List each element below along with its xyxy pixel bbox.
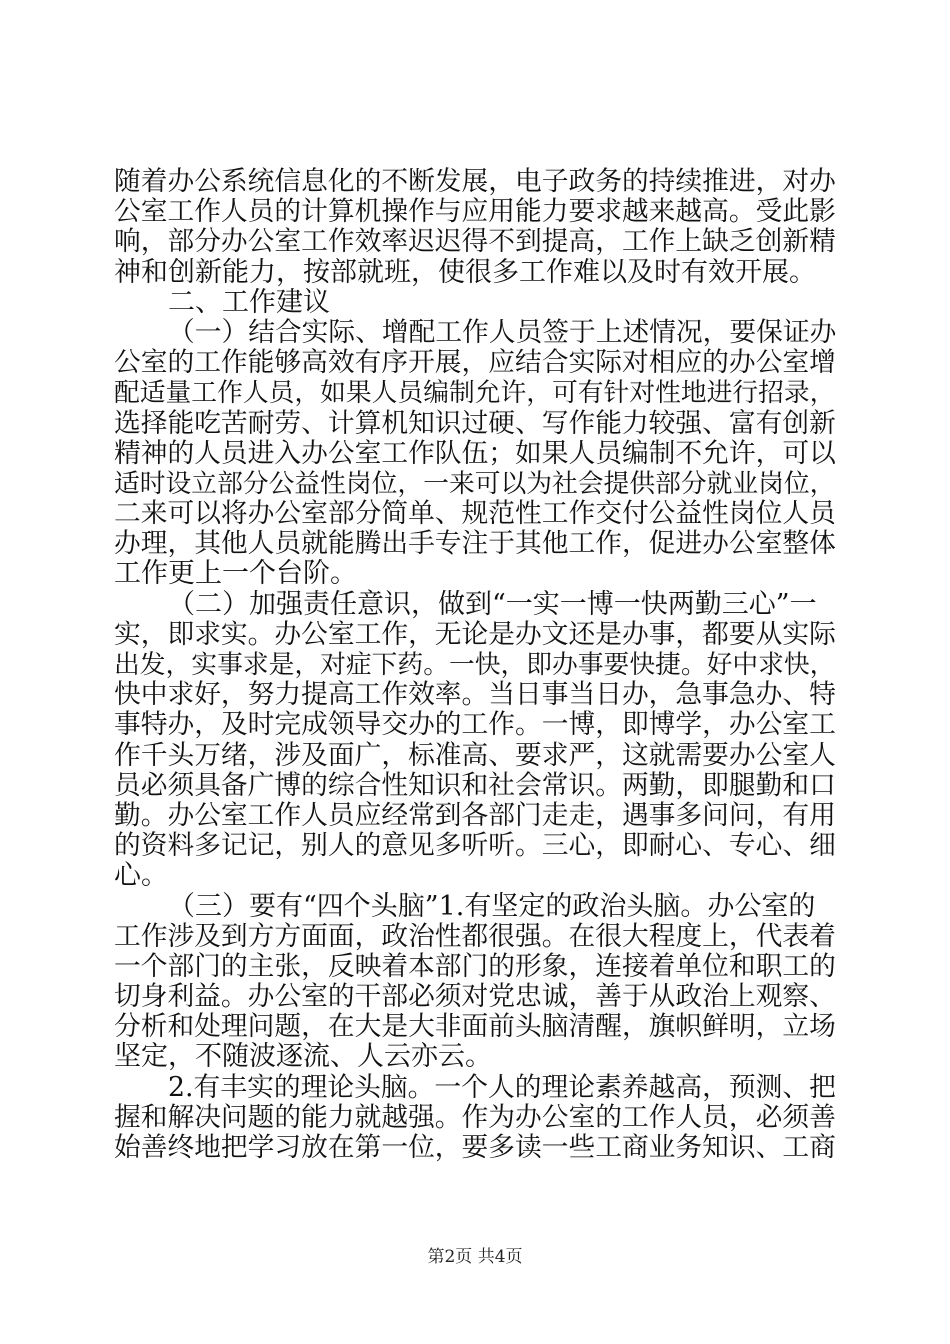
text-line: 工作更上一个台阶。 — [114, 558, 357, 590]
text-line: 办理，其他人员就能腾出手专注于其他工作，促进办公室整体 — [114, 528, 836, 560]
text-line: 公室工作人员的计算机操作与应用能力要求越来越高。受此影 — [114, 196, 836, 228]
text-line: 工作涉及到方方面面，政治性都很强。在很大程度上，代表着 — [114, 920, 836, 952]
section-heading: 二、工作建议 — [168, 286, 330, 318]
text-line: （三）要有“四个头脑”1.有坚定的政治头脑。办公室的 — [168, 890, 816, 922]
text-line: 神和创新能力，按部就班，使很多工作难以及时有效开展。 — [114, 256, 816, 288]
text-line: 出发，实事求是，对症下药。一快，即办事要快捷。好中求快， — [114, 650, 836, 680]
text-line: （一）结合实际、增配工作人员签于上述情况，要保证办 — [168, 316, 837, 348]
text-line: 员必须具备广博的综合性知识和社会常识。两勤，即腿勤和口 — [114, 769, 836, 801]
text-line: 坚定，不随波逐流、人云亦云。 — [114, 1041, 492, 1073]
text-line: 响，部分办公室工作效率迟迟得不到提高，工作上缺乏创新精 — [114, 226, 836, 258]
text-line: 二来可以将办公室部分简单、规范性工作交付公益性岗位人员 — [114, 498, 836, 530]
text-line: 随着办公系统信息化的不断发展，电子政务的持续推进，对办 — [114, 166, 836, 197]
document-body — [114, 166, 837, 1163]
text-line: 心。 — [114, 860, 168, 892]
text-line: 2.有丰实的理论头脑。一个人的理论素养越高，预测、把 — [168, 1071, 836, 1103]
text-line: 适时设立部分公益性岗位，一来可以为社会提供部分就业岗位， — [114, 468, 836, 499]
text-line: 快中求好，努力提高工作效率。当日事当日办，急事急办、特 — [114, 679, 836, 711]
page-number-footer: 第2页 共4页 — [427, 1247, 523, 1267]
text-line: 实，即求实。办公室工作，无论是办文还是办事，都要从实际 — [114, 618, 836, 650]
text-line: 切身利益。办公室的干部必须对党忠诚，善于从政治上观察、 — [114, 981, 836, 1013]
text-line: 配适量工作人员，如果人员编制允许，可有针对性地进行招录， — [114, 378, 836, 409]
text-line: 作千头万绪，涉及面广，标准高、要求严，这就需要办公室人 — [114, 739, 836, 771]
text-line: 一个部门的主张，反映着本部门的形象，连接着单位和职工的 — [114, 950, 836, 982]
text-line: 精神的人员进入办公室工作队伍；如果人员编制不允许，可以 — [114, 437, 836, 469]
text-line: 事特办，及时完成领导交办的工作。一博，即博学，办公室工 — [114, 709, 836, 741]
text-line: 分析和处理问题，在大是大非面前头脑清醒，旗帜鲜明，立场 — [114, 1011, 836, 1043]
text-line: 始善终地把学习放在第一位，要多读一些工商业务知识、工商 — [114, 1132, 836, 1163]
text-line: 勤。办公室工作人员应经常到各部门走走，遇事多问问，有用 — [114, 799, 836, 831]
text-line: 公室的工作能够高效有序开展，应结合实际对相应的办公室增 — [114, 347, 836, 379]
text-line: 握和解决问题的能力就越强。作为办公室的工作人员，必须善 — [114, 1101, 836, 1133]
text-line: （二）加强责任意识，做到“一实一博一快两勤三心”一 — [168, 588, 817, 620]
text-line: 选择能吃苦耐劳、计算机知识过硬、写作能力较强、富有创新 — [114, 407, 836, 439]
text-line: 的资料多记记，别人的意见多听听。三心，即耐心、专心、细 — [114, 830, 836, 862]
